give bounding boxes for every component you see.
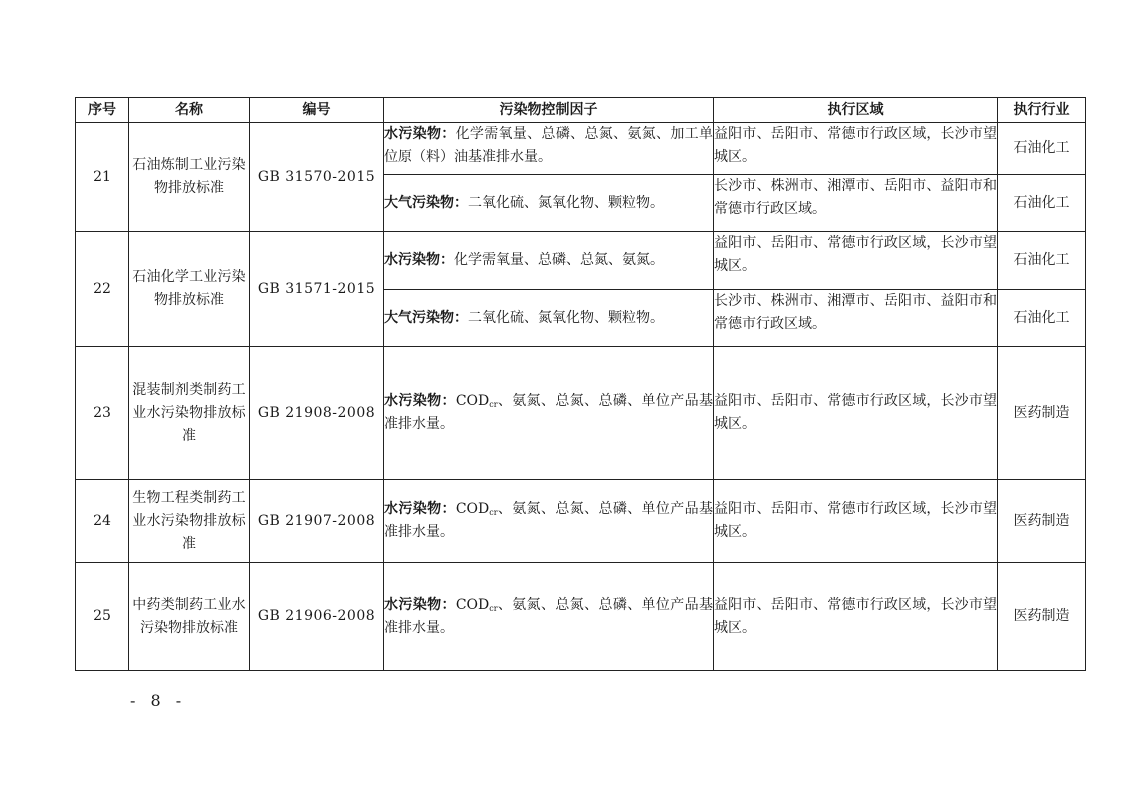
name-cell: [129, 563, 250, 671]
factor-text: 二氧化硫、氮氧化物、颗粒物。: [468, 194, 664, 211]
header-factors: 污染物控制因子: [384, 98, 714, 123]
header-code: 编号: [250, 98, 384, 123]
seq-cell: 23: [76, 347, 129, 480]
factor-text: 二氧化硫、氮氧化物、颗粒物。: [468, 309, 664, 326]
industry-cell: 石油化工: [998, 290, 1086, 347]
factor-label: 大气污染物：: [384, 309, 468, 326]
seq-cell: 24: [76, 480, 129, 563]
cod-text: COD: [455, 501, 490, 517]
factors-cell: [384, 480, 714, 563]
header-seq: 序号: [76, 98, 129, 123]
factor-label: 水污染物：: [384, 501, 456, 517]
name-cell: [129, 232, 250, 347]
region-cell: 益阳市、岳阳市、常德市行政区域，长沙市望城区。: [714, 347, 998, 480]
region-cell: 益阳市、岳阳市、常德市行政区域，长沙市望城区。: [714, 563, 998, 671]
region-cell: 长沙市、株洲市、湘潭市、岳阳市、益阳市和常德市行政区域。: [714, 175, 998, 232]
industry-cell: 石油化工: [998, 232, 1086, 290]
factor-label: 大气污染物：: [384, 194, 468, 211]
code-cell: GB 21908-2008: [250, 347, 384, 480]
industry-cell: 医药制造: [998, 347, 1086, 480]
factors-cell: [384, 123, 714, 175]
header-region: 执行区域: [714, 98, 998, 123]
industry-cell: 医药制造: [998, 480, 1086, 563]
industry-cell: 医药制造: [998, 563, 1086, 671]
code-cell: GB 21906-2008: [250, 563, 384, 671]
table-row: [76, 232, 1086, 290]
factor-text: 、氨氮、总氮、总磷、单位产品基准排水量。: [384, 596, 714, 636]
region-cell: 益阳市、岳阳市、常德市行政区域，长沙市望城区。: [714, 123, 998, 175]
factor-label: 水污染物：: [384, 126, 456, 142]
factor-text: 、氨氮、总氮、总磷、单位产品基准排水量。: [384, 393, 714, 432]
table-row: [76, 563, 1086, 671]
standard-name: 石油化学工业污染物排放标准: [132, 269, 246, 308]
code-cell: GB 31571-2015: [250, 232, 384, 347]
factor-text: 化学需氧量、总磷、总氮、氨氮。: [454, 252, 664, 268]
factors-cell: [384, 563, 714, 671]
factor-text: 、氨氮、总氮、总磷、单位产品基准排水量。: [384, 501, 714, 540]
cod-subscript: cr: [489, 400, 498, 409]
factors-cell: [384, 347, 714, 480]
region-cell: 益阳市、岳阳市、常德市行政区域，长沙市望城区。: [714, 480, 998, 563]
seq-cell: 21: [76, 123, 129, 232]
table-row: [76, 123, 1086, 175]
cod-text: COD: [455, 393, 490, 409]
name-cell: [129, 347, 250, 480]
seq-cell: 22: [76, 232, 129, 347]
factors-cell: [384, 290, 714, 347]
table-row: [76, 347, 1086, 480]
header-row: [76, 98, 1086, 123]
cod-subscript: cr: [489, 603, 498, 613]
factor-label: 水污染物：: [384, 596, 456, 613]
standard-name: 混装制剂类制药工业水污染物排放标准: [132, 381, 246, 444]
factors-cell: [384, 175, 714, 232]
factor-label: 水污染物：: [384, 252, 454, 268]
header-name: 名称: [129, 98, 250, 123]
industry-cell: 石油化工: [998, 175, 1086, 232]
region-cell: 长沙市、株洲市、湘潭市、岳阳市、益阳市和常德市行政区域。: [714, 290, 998, 347]
factor-text: 化学需氧量、总磷、总氮、氨氮、加工单位原（料）油基准排水量。: [384, 126, 714, 165]
code-cell: GB 21907-2008: [250, 480, 384, 563]
region-cell: 益阳市、岳阳市、常德市行政区域，长沙市望城区。: [714, 232, 998, 290]
cod-text: COD: [455, 596, 490, 613]
page-number: - 8 -: [130, 691, 187, 710]
standard-name: 中药类制药工业水污染物排放标准: [132, 596, 246, 636]
table-row: [76, 480, 1086, 563]
factors-cell: [384, 232, 714, 290]
factor-label: 水污染物：: [384, 393, 456, 409]
standard-name: 石油炼制工业污染物排放标准: [132, 157, 246, 196]
name-cell: [129, 480, 250, 563]
industry-cell: 石油化工: [998, 123, 1086, 175]
code-cell: GB 31570-2015: [250, 123, 384, 232]
header-industry: 执行行业: [998, 98, 1086, 123]
standards-table: [75, 97, 1086, 671]
seq-cell: 25: [76, 563, 129, 671]
cod-subscript: cr: [489, 508, 498, 517]
standard-name: 生物工程类制药工业水污染物排放标准: [132, 489, 246, 552]
name-cell: [129, 123, 250, 232]
